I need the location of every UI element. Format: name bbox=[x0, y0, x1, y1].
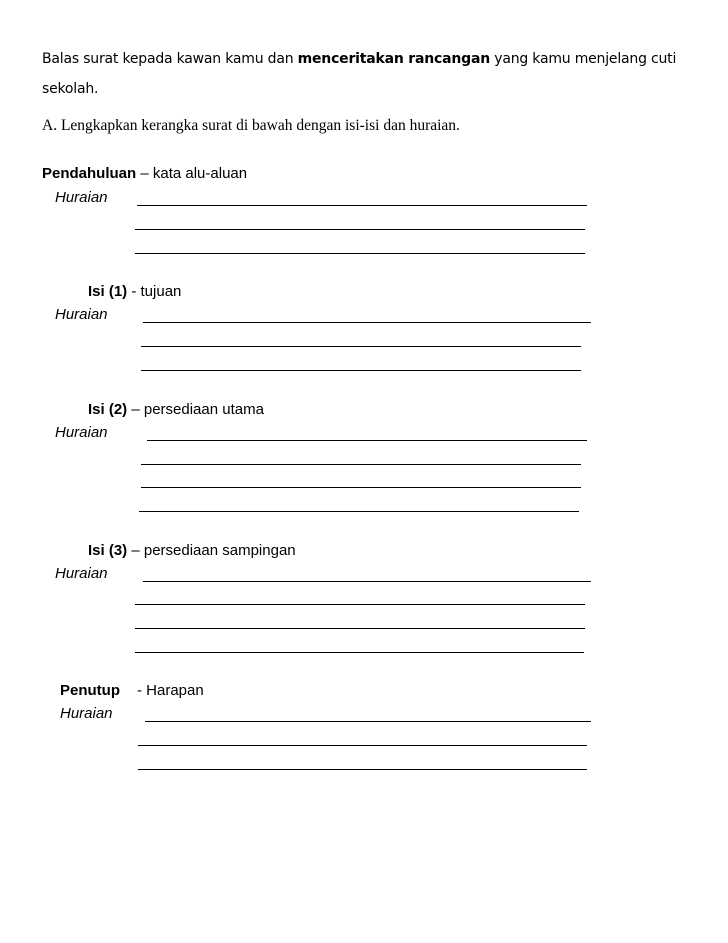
section-desc-penutup: - Harapan bbox=[137, 682, 204, 699]
answer-line[interactable] bbox=[141, 464, 581, 465]
instruction-text: A. Lengkapkan kerangka surat di bawah dengan isi-isi dan huraian. bbox=[42, 117, 460, 134]
section-heading-isi-2 bbox=[88, 401, 264, 418]
answer-line[interactable] bbox=[138, 745, 587, 746]
intro-paragraph bbox=[42, 44, 692, 104]
intro-text-part2: yang kamu menjelang cuti sekolah. bbox=[42, 51, 677, 97]
answer-line[interactable] bbox=[147, 440, 587, 441]
section-heading-isi-1 bbox=[88, 283, 181, 300]
answer-line[interactable] bbox=[135, 229, 585, 230]
answer-line[interactable] bbox=[141, 346, 581, 347]
section-heading-isi-3 bbox=[88, 542, 296, 559]
section-heading-pendahuluan bbox=[42, 165, 247, 182]
answer-line[interactable] bbox=[137, 205, 587, 206]
intro-text-part1: Balas surat kepada kawan kamu dan bbox=[42, 51, 298, 67]
huraian-label: Huraian bbox=[55, 306, 108, 323]
section-desc: – persediaan utama bbox=[127, 401, 264, 418]
huraian-label: Huraian bbox=[60, 705, 113, 722]
section-desc: - tujuan bbox=[127, 283, 182, 300]
answer-line[interactable] bbox=[135, 253, 585, 254]
section-title: Isi (1) bbox=[88, 283, 128, 300]
answer-line[interactable] bbox=[135, 652, 584, 653]
section-title: Isi (2) bbox=[88, 401, 128, 418]
intro-bold-text: menceritakan rancangan bbox=[297, 51, 490, 67]
huraian-label: Huraian bbox=[55, 424, 108, 441]
answer-line[interactable] bbox=[135, 604, 585, 605]
section-title: Penutup bbox=[60, 682, 120, 699]
answer-line[interactable] bbox=[143, 322, 591, 323]
section-desc: – persediaan sampingan bbox=[127, 542, 296, 559]
answer-line[interactable] bbox=[141, 487, 581, 488]
huraian-label: Huraian bbox=[55, 565, 108, 582]
answer-line[interactable] bbox=[135, 628, 585, 629]
answer-line[interactable] bbox=[145, 721, 591, 722]
section-heading-penutup bbox=[60, 682, 120, 699]
huraian-label: Huraian bbox=[55, 189, 108, 206]
answer-line[interactable] bbox=[139, 511, 579, 512]
section-title: Pendahuluan bbox=[42, 165, 137, 182]
section-desc: – kata alu-aluan bbox=[136, 165, 248, 182]
answer-line[interactable] bbox=[141, 370, 581, 371]
answer-line[interactable] bbox=[138, 769, 587, 770]
section-title: Isi (3) bbox=[88, 542, 128, 559]
answer-line[interactable] bbox=[143, 581, 591, 582]
